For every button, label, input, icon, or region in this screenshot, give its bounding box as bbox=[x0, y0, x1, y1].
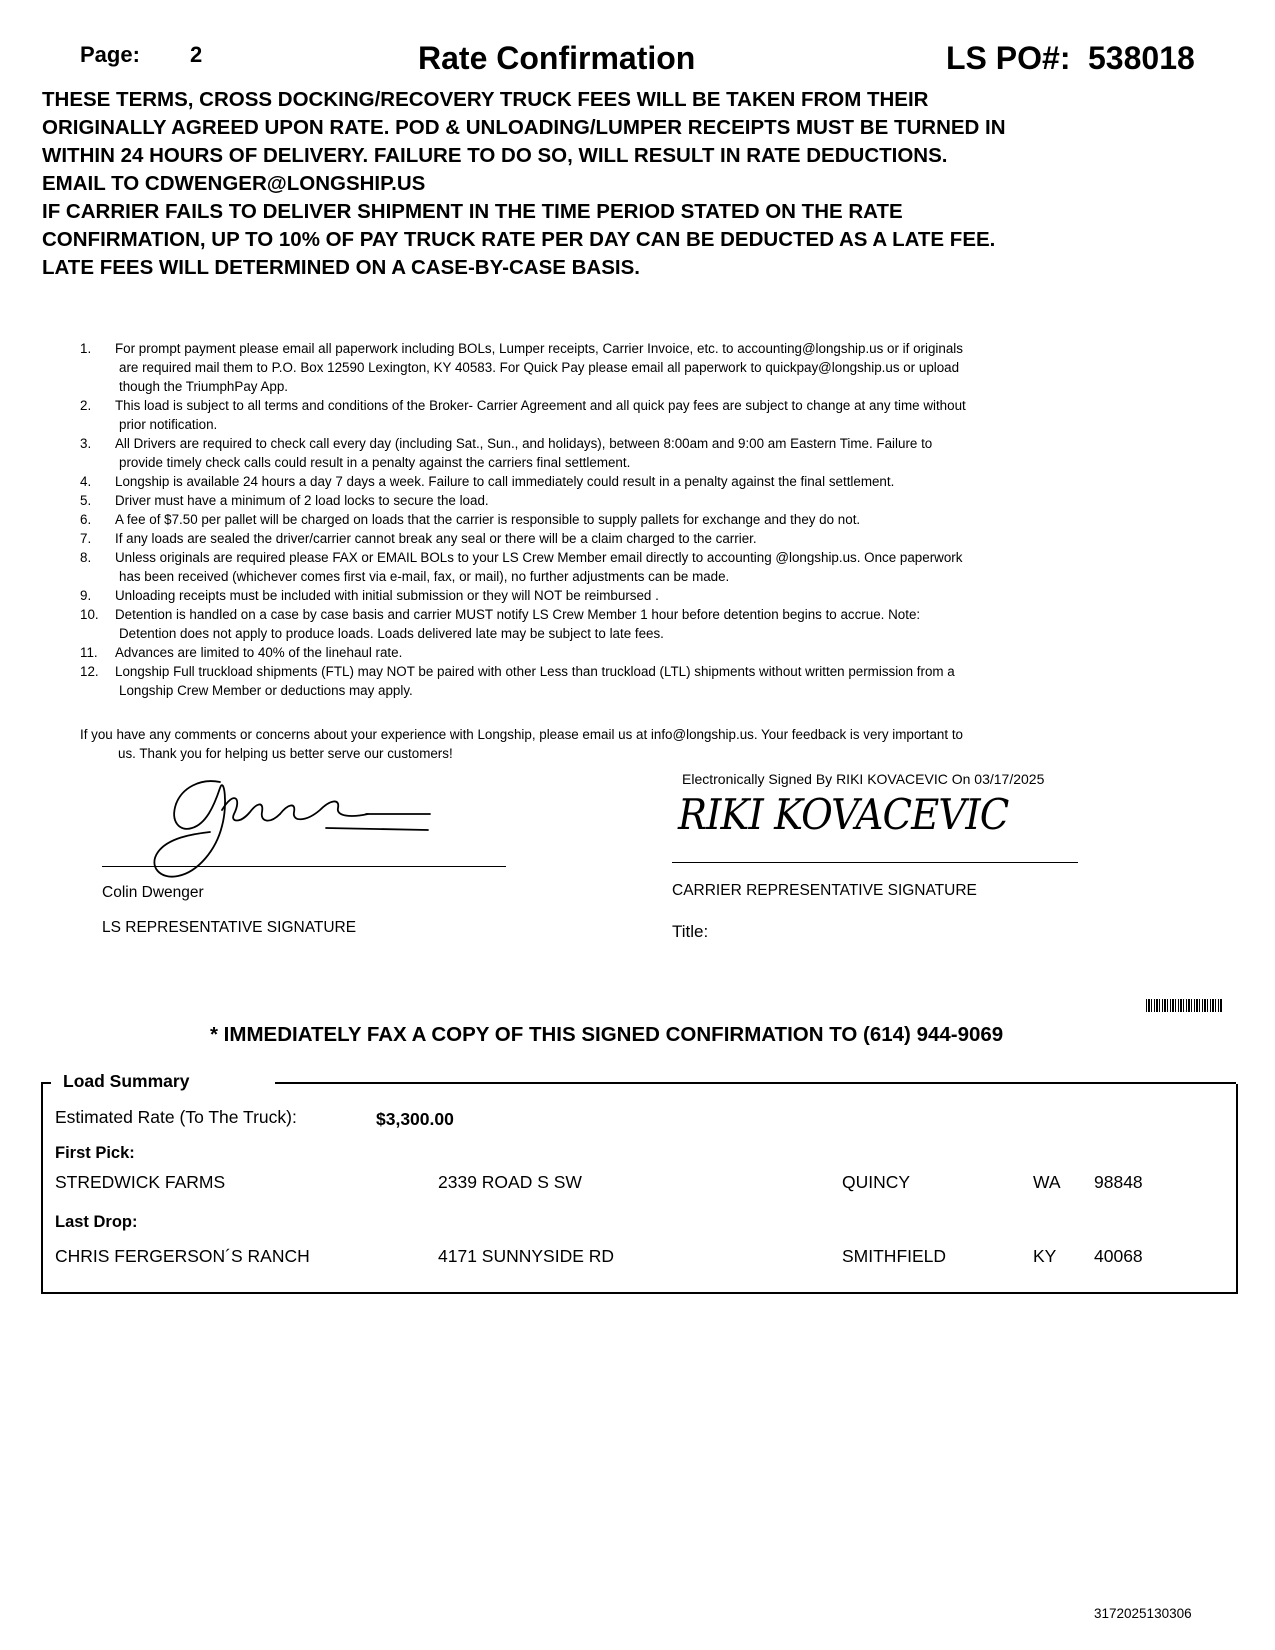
term-item bbox=[80, 472, 1070, 491]
term-number: 1. bbox=[80, 341, 92, 356]
term-number: 10. bbox=[80, 607, 99, 622]
first-pick-label: First Pick: bbox=[55, 1144, 135, 1162]
feedback-line: If you have any comments or concerns about your experience with Longship, please email us at info@longship.us. Your feedback is very important to bbox=[80, 727, 963, 742]
term-text: Advances are limited to 40% of the linehaul rate. bbox=[115, 645, 403, 660]
carrier-signature-text: RIKI KOVACEVIC bbox=[678, 790, 1009, 839]
term-text: provide timely check calls could result in a penalty against the carriers final settlement. bbox=[119, 455, 631, 470]
warning-line: WITHIN 24 HOURS OF DELIVERY. FAILURE TO DO SO, WILL RESULT IN RATE DEDUCTIONS. bbox=[42, 144, 948, 167]
rate-label: Estimated Rate (To The Truck): bbox=[55, 1107, 297, 1127]
term-number: 7. bbox=[80, 531, 92, 546]
carrier-script-signature bbox=[678, 790, 1008, 839]
warning-line: CONFIRMATION, UP TO 10% OF PAY TRUCK RATE PER DAY CAN BE DEDUCTED AS A LATE FEE. bbox=[42, 228, 996, 251]
carrier-signature-line bbox=[672, 862, 1078, 863]
last-drop-name: CHRIS FERGERSON´S RANCH bbox=[55, 1246, 310, 1266]
term-number: 12. bbox=[80, 664, 99, 679]
warning-line: EMAIL TO CDWENGER@LONGSHIP.US bbox=[42, 172, 426, 195]
term-text: All Drivers are required to check call every day (including Sat., Sun., and holidays), between 8:00am and 9:00 am Eastern Time. Failure to bbox=[115, 436, 933, 451]
po-label: LS PO#: bbox=[946, 40, 1071, 76]
term-text: Detention is handled on a case by case basis and carrier MUST notify LS Crew Member 1 hour before detention begins to accrue. Note: bbox=[115, 607, 921, 622]
po-number: 538018 bbox=[1088, 40, 1195, 76]
warning-line: THESE TERMS, CROSS DOCKING/RECOVERY TRUCK FEES WILL BE TAKEN FROM THEIR bbox=[42, 88, 929, 111]
barcode-image bbox=[1146, 999, 1222, 1012]
term-text: For prompt payment please email all paperwork including BOLs, Lumper receipts, Carrier Invoice, etc. to accounting@longship.us or if originals bbox=[115, 341, 963, 356]
term-item bbox=[80, 662, 1070, 700]
warning-line: IF CARRIER FAILS TO DELIVER SHIPMENT IN THE TIME PERIOD STATED ON THE RATE bbox=[42, 200, 903, 223]
term-number: 3. bbox=[80, 436, 92, 451]
term-text: though the TriumphPay App. bbox=[119, 379, 288, 394]
page-number: 2 bbox=[190, 42, 203, 67]
feedback-line: us. Thank you for helping us better serve our customers! bbox=[118, 746, 453, 761]
term-item bbox=[80, 396, 1070, 434]
term-item bbox=[80, 529, 1070, 548]
warning-block bbox=[42, 86, 1006, 282]
load-summary-heading: Load Summary bbox=[63, 1071, 190, 1091]
term-text: Detention does not apply to produce loads. Loads delivered late may be subject to late fees. bbox=[119, 626, 664, 641]
last-drop-state: KY bbox=[1033, 1246, 1057, 1266]
term-item bbox=[80, 605, 1070, 643]
term-item bbox=[80, 643, 1070, 662]
ls-rep-name: Colin Dwenger bbox=[102, 884, 204, 901]
footer-document-number: 3172025130306 bbox=[1094, 1606, 1192, 1621]
document-title: Rate Confirmation bbox=[418, 40, 696, 76]
last-drop-zip: 40068 bbox=[1094, 1246, 1143, 1266]
fax-notice: * IMMEDIATELY FAX A COPY OF THIS SIGNED CONFIRMATION TO (614) 944-9069 bbox=[210, 1023, 1004, 1046]
ls-signature-line bbox=[102, 866, 506, 867]
page-label: Page: bbox=[80, 42, 140, 67]
last-drop-label: Last Drop: bbox=[55, 1213, 138, 1231]
term-item bbox=[80, 548, 1070, 586]
term-text: Unless originals are required please FAX or EMAIL BOLs to your LS Crew Member email directly to accounting @longship.us. Once paperwork bbox=[115, 550, 963, 565]
term-item bbox=[80, 339, 1070, 396]
last-drop-city: SMITHFIELD bbox=[842, 1246, 947, 1266]
term-item bbox=[80, 434, 1070, 472]
term-number: 4. bbox=[80, 474, 92, 489]
load-summary-border-left bbox=[41, 1082, 51, 1084]
ls-rep-label: LS REPRESENTATIVE SIGNATURE bbox=[102, 919, 357, 936]
load-summary-border-right bbox=[275, 1082, 1236, 1084]
term-text: A fee of $7.50 per pallet will be charged on loads that the carrier is responsible to supply pallets for exchange and they do not. bbox=[115, 512, 861, 527]
term-text: has been received (whichever comes first via e-mail, fax, or mail), no further adjustments can be made. bbox=[119, 569, 730, 584]
first-pick-city: QUINCY bbox=[842, 1172, 911, 1192]
first-pick-state: WA bbox=[1033, 1172, 1061, 1192]
term-text: This load is subject to all terms and conditions of the Broker- Carrier Agreement and all quick pay fees are subject to change at any time without bbox=[115, 398, 966, 413]
term-number: 6. bbox=[80, 512, 92, 527]
term-number: 2. bbox=[80, 398, 92, 413]
first-pick-address: 2339 ROAD S SW bbox=[438, 1172, 582, 1192]
warning-line: ORIGINALLY AGREED UPON RATE. POD & UNLOADING/LUMPER RECEIPTS MUST BE TURNED IN bbox=[42, 116, 1006, 139]
term-number: 11. bbox=[80, 645, 98, 660]
term-item bbox=[80, 510, 1070, 529]
term-text: Driver must have a minimum of 2 load locks to secure the load. bbox=[115, 493, 489, 508]
term-text: Unloading receipts must be included with initial submission or they will NOT be reimbursed . bbox=[115, 588, 659, 603]
terms-list bbox=[80, 339, 1070, 700]
term-text: prior notification. bbox=[119, 417, 218, 432]
first-pick-zip: 98848 bbox=[1094, 1172, 1143, 1192]
first-pick-name: STREDWICK FARMS bbox=[55, 1172, 226, 1192]
title-label: Title: bbox=[672, 922, 709, 941]
term-number: 8. bbox=[80, 550, 92, 565]
ls-handwritten-signature bbox=[130, 770, 460, 885]
term-text: Longship Crew Member or deductions may apply. bbox=[119, 683, 413, 698]
rate-value: $3,300.00 bbox=[376, 1109, 454, 1129]
last-drop-address: 4171 SUNNYSIDE RD bbox=[438, 1246, 615, 1266]
feedback-paragraph bbox=[80, 725, 1080, 763]
term-text: Longship Full truckload shipments (FTL) may NOT be paired with other Less than truckload (LTL) shipments without written permission from a bbox=[115, 664, 955, 679]
carrier-rep-label: CARRIER REPRESENTATIVE SIGNATURE bbox=[672, 882, 977, 899]
electronic-signature-note: Electronically Signed By RIKI KOVACEVIC On 03/17/2025 bbox=[682, 771, 1045, 787]
term-item bbox=[80, 491, 1070, 510]
term-text: If any loads are sealed the driver/carrier cannot break any seal or there will be a claim charged to the carrier. bbox=[115, 531, 757, 546]
term-item bbox=[80, 586, 1070, 605]
term-text: are required mail them to P.O. Box 12590 Lexington, KY 40583. For Quick Pay please email all paperwork to quickpay@longship.us or upload bbox=[119, 360, 960, 375]
term-number: 5. bbox=[80, 493, 92, 508]
term-number: 9. bbox=[80, 588, 92, 603]
term-text: Longship is available 24 hours a day 7 days a week. Failure to call immediately could result in a penalty against the final settlement. bbox=[115, 474, 895, 489]
warning-line: LATE FEES WILL DETERMINED ON A CASE-BY-CASE BASIS. bbox=[42, 256, 640, 279]
